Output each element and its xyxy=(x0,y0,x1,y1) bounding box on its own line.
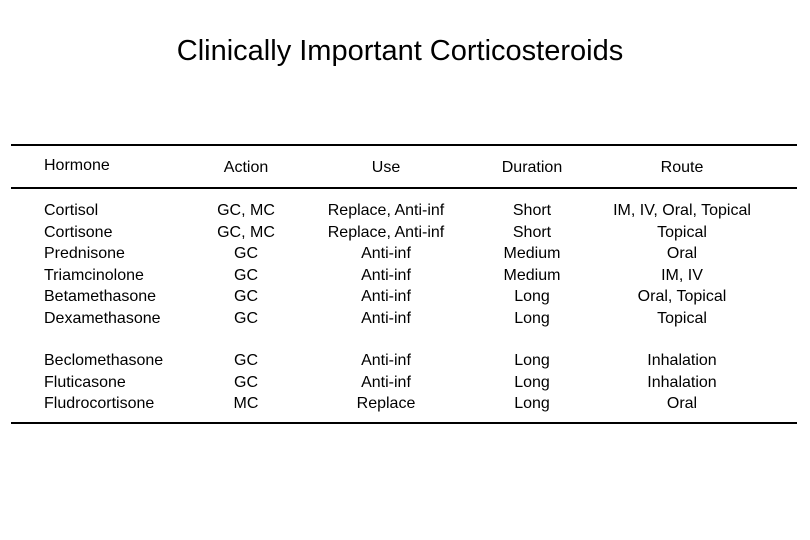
table-top-rule xyxy=(11,144,797,146)
group-2-action-cell xyxy=(196,350,296,415)
action-value: GC xyxy=(234,245,258,262)
group-2-duration-cell xyxy=(481,350,583,415)
group-2-use-cell xyxy=(306,350,466,415)
duration-value: Long xyxy=(514,373,550,391)
column-header-action: Action xyxy=(223,159,269,176)
duration-value: Short xyxy=(512,223,552,241)
duration-value: Long xyxy=(514,309,550,327)
group-2-route-cell xyxy=(597,350,767,415)
hormone-value: Fluticasone xyxy=(44,373,126,391)
action-value: MC xyxy=(233,395,259,412)
action-value: GC xyxy=(234,352,258,369)
route-value: Oral xyxy=(666,245,698,262)
action-value: GC, MC xyxy=(217,202,275,219)
action-value: GC xyxy=(234,288,258,305)
hormone-value: Cortisol xyxy=(44,202,99,219)
hormone-value: Dexamethasone xyxy=(44,309,161,327)
use-value: Anti-inf xyxy=(361,352,411,369)
use-value: Anti-inf xyxy=(361,309,411,327)
duration-value: Short xyxy=(512,202,552,219)
route-value: Topical xyxy=(657,309,707,327)
use-value: Replace, Anti-inf xyxy=(327,202,445,219)
hormone-value: Cortisone xyxy=(44,223,113,241)
group-1-duration-cell xyxy=(481,200,583,329)
duration-value: Long xyxy=(514,395,550,412)
use-value: Replace, Anti-inf xyxy=(327,223,445,241)
column-header-route: Route xyxy=(660,159,704,176)
route-value: Inhalation xyxy=(647,352,717,369)
hormone-value: Triamcinolone xyxy=(44,266,144,284)
table-bottom-rule xyxy=(11,422,797,424)
duration-value: Medium xyxy=(503,266,561,284)
group-1-hormone-cell xyxy=(44,200,161,329)
action-value: GC xyxy=(234,309,258,327)
hormone-value: Prednisone xyxy=(44,245,125,262)
use-value: Anti-inf xyxy=(361,245,411,262)
group-2-hormone-cell xyxy=(44,350,163,415)
table-header-rule xyxy=(11,187,797,189)
use-value: Replace xyxy=(356,395,416,412)
route-value: Oral xyxy=(666,395,698,412)
group-1-route-cell xyxy=(597,200,767,329)
action-value: GC xyxy=(234,266,258,284)
route-value: Topical xyxy=(657,223,707,241)
duration-value: Medium xyxy=(503,245,561,262)
group-1-use-cell xyxy=(306,200,466,329)
page-title: Clinically Important Corticosteroids xyxy=(176,35,624,67)
hormone-value: Fludrocortisone xyxy=(44,395,155,412)
route-value: IM, IV xyxy=(661,266,703,284)
hormone-value: Beclomethasone xyxy=(44,352,164,369)
action-value: GC xyxy=(234,373,258,391)
group-1-action-cell xyxy=(196,200,296,329)
column-header-hormone: Hormone xyxy=(44,157,110,174)
use-value: Anti-inf xyxy=(361,288,411,305)
action-value: GC, MC xyxy=(217,223,275,241)
duration-value: Long xyxy=(514,288,550,305)
route-value: Oral, Topical xyxy=(637,288,727,305)
route-value: IM, IV, Oral, Topical xyxy=(613,202,751,219)
column-header-use: Use xyxy=(371,159,401,176)
use-value: Anti-inf xyxy=(361,266,411,284)
column-header-duration: Duration xyxy=(501,159,563,176)
route-value: Inhalation xyxy=(647,373,717,391)
hormone-value: Betamethasone xyxy=(44,288,157,305)
duration-value: Long xyxy=(514,352,550,369)
use-value: Anti-inf xyxy=(361,373,411,391)
